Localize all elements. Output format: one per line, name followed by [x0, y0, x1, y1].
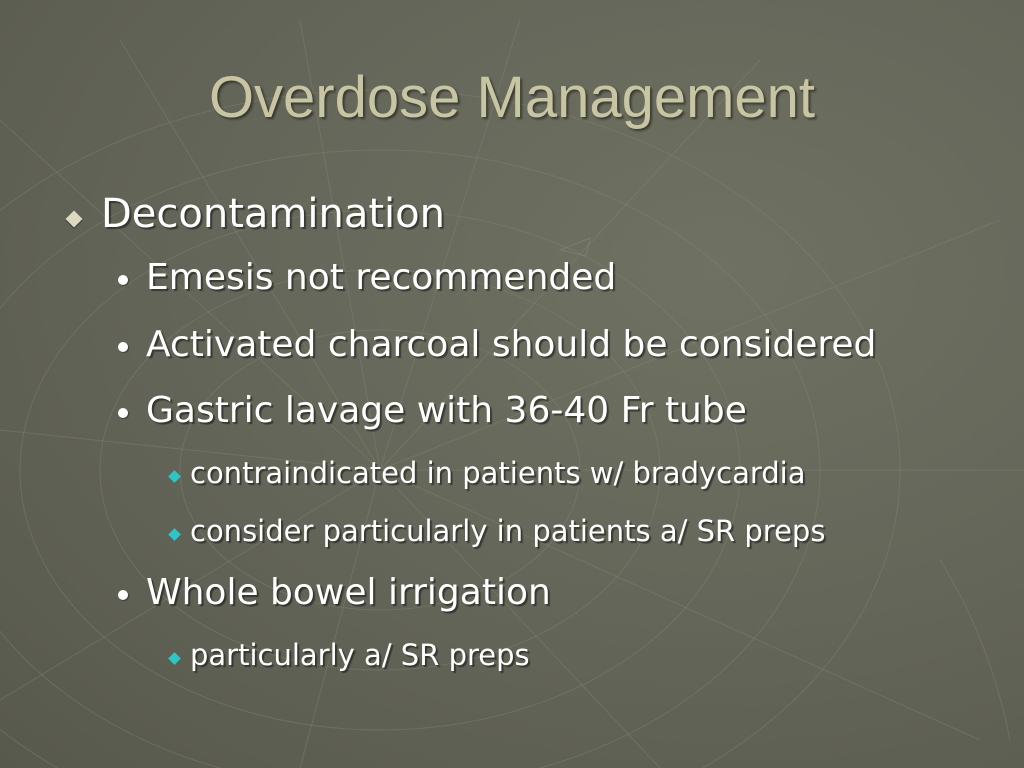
level3-item: contraindicated in patients w/ bradycardia	[190, 456, 806, 490]
slide-title: Overdose Management	[208, 65, 816, 130]
dot-bullet-icon	[118, 408, 128, 418]
dot-bullet-icon	[118, 275, 128, 285]
dot-bullet-icon	[118, 590, 128, 600]
level3-item: consider particularly in patients a/ SR preps	[190, 514, 826, 548]
level2-item: Whole bowel irrigation	[146, 572, 551, 613]
level2-item: Emesis not recommended	[146, 257, 617, 298]
level2-item: Activated charcoal should be considered	[146, 324, 877, 365]
level1-item-decontamination: Decontamination	[101, 191, 445, 237]
level2-item: Gastric lavage with 36-40 Fr tube	[146, 390, 747, 431]
dot-bullet-icon	[118, 342, 128, 352]
level3-item: particularly a/ SR preps	[190, 638, 530, 672]
